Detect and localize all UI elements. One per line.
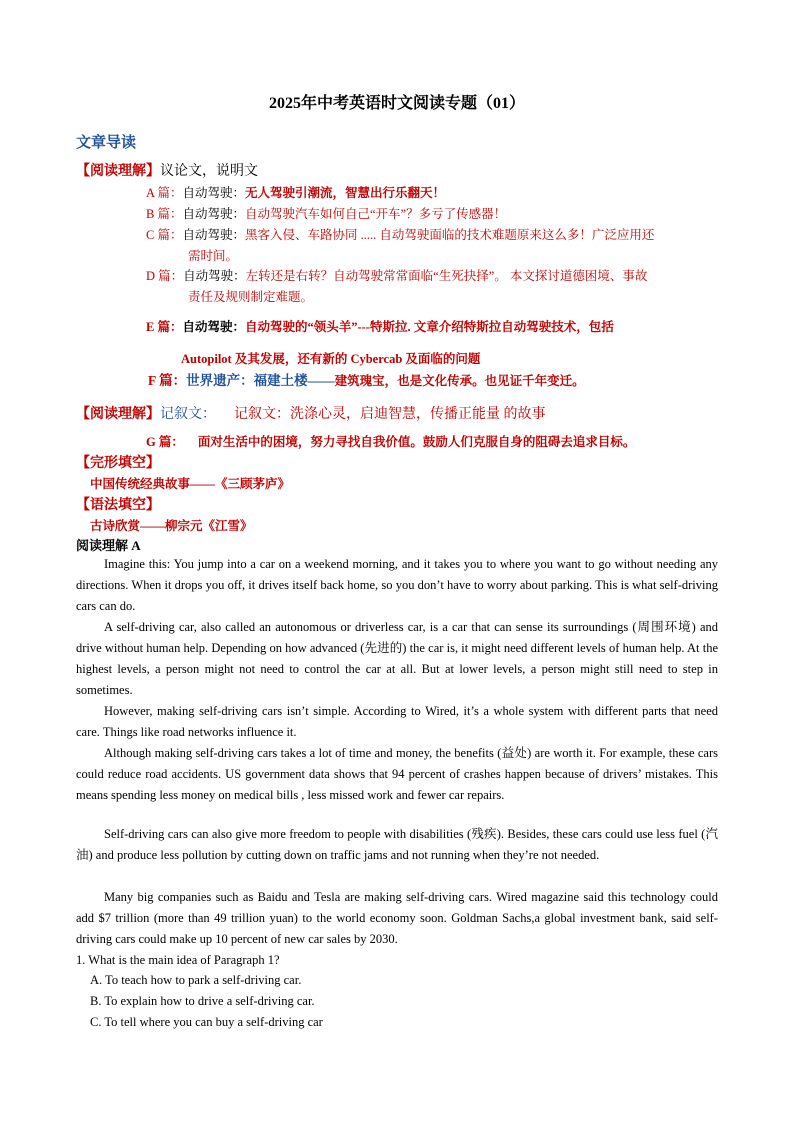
guide-item-c-cont: 需时间。 xyxy=(188,249,239,263)
guide-item-c xyxy=(146,225,654,243)
reading-section-1 xyxy=(76,160,258,180)
article-paragraph-5: Self-driving cars can also give more freedom to people with disabilities (残疾). Besides, these cars could use less fuel (汽油) and produce less pollution by cutting down on traffic jams and not running when they’re not needed. xyxy=(76,827,718,862)
section-bracket: 【完形填空】 xyxy=(76,456,160,471)
section-bracket: 【阅读理解】 xyxy=(76,164,160,179)
guide-item-d xyxy=(146,266,647,284)
item-text: 面对生活中的困境，努力寻找自我价值。鼓励人们克服自身的阻碍去追求目标。 xyxy=(197,435,636,449)
grammar-heading xyxy=(76,494,160,514)
article-paragraph-3: However, making self-driving cars isn’t simple. According to Wired, it’s a whole system with different parts that need care. Things like road networks influence it. xyxy=(76,704,718,739)
question-1-option-a[interactable]: A. To teach how to park a self-driving car. xyxy=(90,973,302,987)
article-paragraph-6: Many big companies such as Baidu and Tesla are making self-driving cars. Wired magazine said this technology could add $7 trillion (more than 49 trillion yuan) to the world economy soon. Goldman Sachs,a global investment bank, said self-driving cars could make up 10 percent of new car sales by 2030. xyxy=(76,890,718,946)
item-prefix: 自动驾驶： xyxy=(182,207,245,221)
article-paragraph-1: Imagine this: You jump into a car on a weekend morning, and it takes you to where you want to go without needing any directions. When it drops you off, it drives itself back home, so you don’t have to worry about parking. This is what self-driving cars can do. xyxy=(76,557,718,613)
section-bracket: 【阅读理解】 xyxy=(76,407,160,422)
section-bracket: 【语法填空】 xyxy=(76,498,160,513)
article-paragraph-4: Although making self-driving cars takes a lot of time and money, the benefits (益处) are worth it. For example, these cars could reduce road accidents. US government data shows that 94 percent of crashes happen because of drivers’ mistakes. This means spending less money on medical bills , less missed work and fewer car repairs. xyxy=(76,746,718,802)
question-1-stem: 1. What is the main idea of Paragraph 1? xyxy=(76,953,280,967)
section-type: 记叙文： xyxy=(160,407,216,422)
item-label: F 篇： xyxy=(148,373,187,388)
cloze-text: 中国传统经典故事——《三顾茅庐》 xyxy=(90,477,291,491)
item-label: D 篇： xyxy=(146,269,184,283)
item-text: 自动驾驶汽车如何自己“开车”？多亏了传感器！ xyxy=(244,207,507,221)
grammar-text: 古诗欣赏——柳宗元《江雪》 xyxy=(90,519,253,533)
guide-item-d-cont: 责任及规则制定难题。 xyxy=(188,290,314,304)
item-text: 建筑瑰宝，也是文化传承。也见证千年变迁。 xyxy=(334,374,585,388)
item-label: C 篇： xyxy=(146,228,183,242)
reading-2-desc xyxy=(234,403,546,423)
item-label: B 篇： xyxy=(146,207,183,221)
item-text: 无人驾驶引潮流，智慧出行乐翻天！ xyxy=(244,186,445,200)
cloze-heading xyxy=(76,452,160,472)
item-text: 自动驾驶的“领头羊”---特斯拉. 文章介绍特斯拉自动驾驶技术，包括 xyxy=(244,320,614,334)
item-prefix: 自动驾驶： xyxy=(182,186,245,200)
article-heading: 阅读理解 A xyxy=(76,538,141,553)
guide-item-e-cont: Autopilot 及其发展，还有新的 Cybercab 及面临的问题 xyxy=(181,352,481,366)
article-paragraph-2: A self-driving car, also called an autonomous or driverless car, is a car that can sense its surroundings (周围环境) and drive without human help. Depending on how advanced (先进的) the car is, it might need different levels of human help. At the highest levels, a person might not need to control the car at all. But at lower levels, a person might still need to step in sometimes. xyxy=(76,620,718,697)
item-prefix: 自动驾驶： xyxy=(182,228,245,242)
guide-item-a xyxy=(146,183,445,201)
item-prefix: 自动驾驶： xyxy=(183,269,246,283)
question-1-option-b[interactable]: B. To explain how to drive a self-driving car. xyxy=(90,994,315,1008)
item-text: 左转还是右转？自动驾驶常常面临“生死抉择”。 本文探讨道德困境、事故 xyxy=(245,269,648,283)
desc-text: 记叙文：洗涤心灵，启迪智慧，传播正能量 的故事 xyxy=(234,407,546,422)
section-type: 议论文，说明文 xyxy=(160,164,258,179)
guide-item-f xyxy=(148,369,585,389)
item-prefix: 自动驾驶： xyxy=(182,320,245,334)
guide-item-e xyxy=(146,317,614,335)
item-label: E 篇： xyxy=(146,320,183,334)
reading-section-2 xyxy=(76,403,216,423)
item-label: G 篇： xyxy=(146,435,184,449)
item-prefix: 世界遗产：福建土楼—— xyxy=(186,373,335,388)
page-title: 2025年中考英语时文阅读专题（01） xyxy=(268,95,525,112)
item-text: 黑客入侵、车路协同 ..... 自动驾驶面临的技术难题原来这么多！广泛应用还 xyxy=(244,228,655,242)
question-1-option-c[interactable]: C. To tell where you can buy a self-driving car xyxy=(90,1015,323,1029)
guide-item-b xyxy=(146,204,506,222)
item-label: A 篇： xyxy=(146,186,183,200)
nav-heading: 文章导读 xyxy=(76,135,137,151)
guide-item-g xyxy=(146,432,635,450)
